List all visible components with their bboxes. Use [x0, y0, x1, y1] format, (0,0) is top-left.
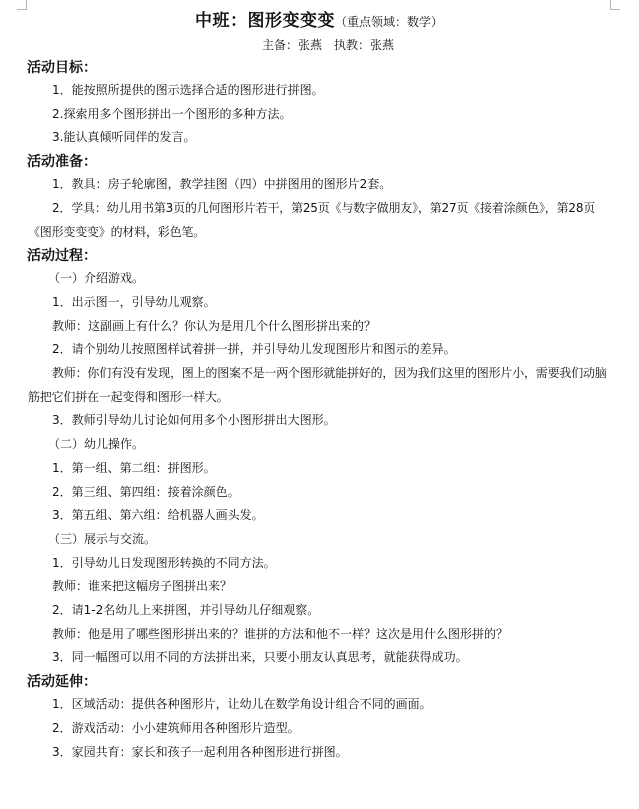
- goal-item: 2.探索用多个图形拼出一个图形的多种方法。: [52, 106, 292, 121]
- section-heading: 活动目标：: [27, 60, 97, 76]
- process-item: 2．请个别幼儿按照图样试着拼一拼，并引导幼儿发现图形片和图示的差异。: [52, 342, 456, 357]
- process-item: 2．第三组、第四组：接着涂颜色。: [52, 484, 240, 499]
- section-process: [28, 246, 610, 670]
- document-title: [28, 8, 610, 34]
- section-heading: 活动延伸：: [27, 674, 97, 691]
- process-subheading: （二）幼儿操作。: [48, 437, 145, 452]
- teaching-author: 执教：张燕: [334, 38, 395, 52]
- process-item: 2．请1-2名幼儿上来拼图，并引导幼儿仔细观察。: [52, 603, 320, 618]
- process-item: 1．引导幼儿日发现图形转换的不同方法。: [52, 555, 276, 570]
- section-heading: 活动过程：: [27, 248, 97, 265]
- process-item: 教师：谁来把这幅房子图拼出来？: [52, 579, 233, 594]
- extension-item: 1．区域活动：提供各种图形片，让幼儿在数学角设计组合不同的画面。: [52, 697, 432, 712]
- page-corner-mark-right: [610, 0, 620, 10]
- process-item: 教师：这副画上有什么？你认为是用几个什么图形拼出来的？: [52, 318, 377, 333]
- preparation-item: 2．学具：幼儿用书第3页的几何图形片若干，第25页《与数字做朋友》，第27页《接着涂颜色》，第28页《图形变变变》的材料，彩色笔。: [28, 200, 596, 239]
- section-heading: 活动准备：: [27, 154, 97, 171]
- title-subtitle: （重点领域：数学）: [334, 15, 443, 29]
- extension-item: 3．家园共育：家长和孩子一起利用各种图形进行拼图。: [52, 744, 348, 759]
- process-item: 3．第五组、第六组：给机器人画头发。: [52, 508, 264, 523]
- extension-item: 2．游戏活动：小小建筑师用各种图形片造型。: [52, 720, 300, 735]
- section-goals: [28, 58, 610, 150]
- process-item: 3．同一幅图可以用不同的方法拼出来，只要小朋友认真思考，就能获得成功。: [52, 650, 468, 665]
- authors-line: [46, 34, 610, 56]
- goal-item: 3.能认真倾听同伴的发言。: [52, 130, 196, 145]
- process-item: 教师：他是用了哪些图形拼出来的？谁拼的方法和他不一样？这次是用什么图形拼的？: [52, 626, 509, 641]
- section-extension: [28, 672, 610, 764]
- process-item: 教师：你们有没有发现，图上的图案不是一两个图形就能拼好的，因为我们这里的图形片小，需要我们动脑筋把它们拼在一起变得和图形一样大。: [28, 366, 607, 404]
- main-prep-author: 主备：张燕: [261, 38, 322, 52]
- process-item: 1．出示图一，引导幼儿观察。: [52, 294, 216, 309]
- process-item: 3．教师引导幼儿讨论如何用多个小图形拼出大图形。: [52, 413, 336, 428]
- goal-item: 1．能按照所提供的图示选择合适的图形进行拼图。: [52, 83, 324, 97]
- section-preparation: [28, 152, 610, 244]
- process-subheading: （三）展示与交流。: [48, 531, 157, 546]
- preparation-item: 1．教具：房子轮廓图，教学挂图（四）中拼图用的图形片2套。: [52, 177, 392, 192]
- page-corner-mark-left: [17, 0, 27, 10]
- process-item: 1．第一组、第二组：拼图形。: [52, 460, 216, 475]
- process-subheading: （一）介绍游戏。: [48, 271, 145, 286]
- document-page: [28, 8, 610, 764]
- title-main: 中班：图形变变变: [194, 11, 335, 31]
